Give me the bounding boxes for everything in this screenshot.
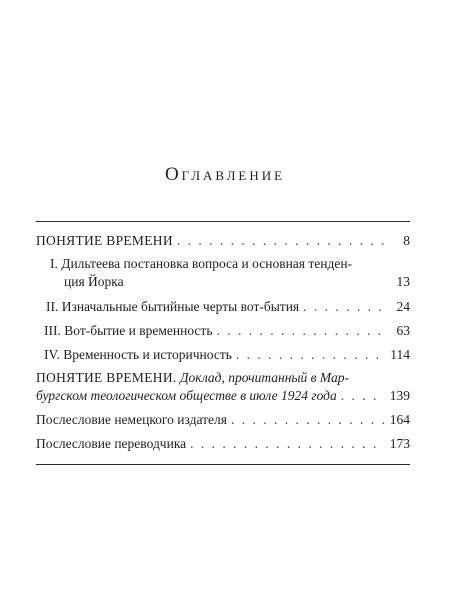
leader-dots: [177, 232, 384, 250]
bottom-rule: [36, 464, 410, 465]
entry-title: Послесловие немецкого издателя: [36, 412, 227, 427]
toc-entry-editor-afterword[interactable]: [36, 411, 410, 429]
toc-entry-lecture-line1[interactable]: [36, 369, 410, 387]
entry-title-line1: I. Дильтеева постановка вопроса и основная тенден-: [50, 256, 353, 271]
toc-entry-temporality[interactable]: [44, 322, 410, 340]
toc-entry-being-there[interactable]: [46, 298, 410, 316]
leader-dots: [190, 435, 384, 453]
toc-entry-dilthey-line2[interactable]: [64, 273, 410, 291]
top-rule: [36, 221, 410, 222]
page-number: 173: [389, 436, 410, 451]
leader-dots: [341, 387, 384, 405]
toc-entry-translator-afterword[interactable]: [36, 435, 410, 453]
entry-title: ПОНЯТИЕ ВРЕМЕНИ: [36, 233, 173, 248]
page-number: 164: [389, 412, 410, 427]
entry-title: III. Вот-бытие и временность: [44, 323, 213, 338]
toc-title: Оглавление: [164, 164, 286, 185]
leader-dots: [216, 322, 384, 340]
entry-title-line2: ция Йорка: [64, 274, 124, 289]
entry-title-italic2: бургском теологическом обществе в июле 1924 года: [36, 388, 337, 403]
entry-title: IV. Временность и историчность: [44, 347, 232, 362]
entry-title-main: ПОНЯТИЕ ВРЕМЕНИ.: [36, 370, 177, 385]
entry-title-italic1: Доклад, прочитанный в Мар-: [179, 370, 349, 385]
leader-dots: [303, 298, 384, 316]
page-number: 24: [396, 299, 410, 314]
leader-dots: [236, 346, 384, 364]
page-number: 114: [390, 347, 410, 362]
toc-entry-concept-of-time[interactable]: [36, 232, 410, 250]
entry-title: II. Изначальные бытийные черты вот-бытия: [46, 299, 300, 314]
toc-entry-lecture-line2[interactable]: [36, 387, 410, 405]
toc-entry-historicity[interactable]: [44, 346, 410, 364]
page-number: 13: [396, 274, 410, 289]
entry-title: Послесловие переводчика: [36, 436, 187, 451]
page-number: 139: [389, 388, 410, 403]
leader-dots: [231, 411, 384, 429]
page-number: 8: [403, 233, 410, 248]
page-number: 63: [396, 323, 410, 338]
toc-entry-dilthey-line1[interactable]: [50, 255, 410, 273]
